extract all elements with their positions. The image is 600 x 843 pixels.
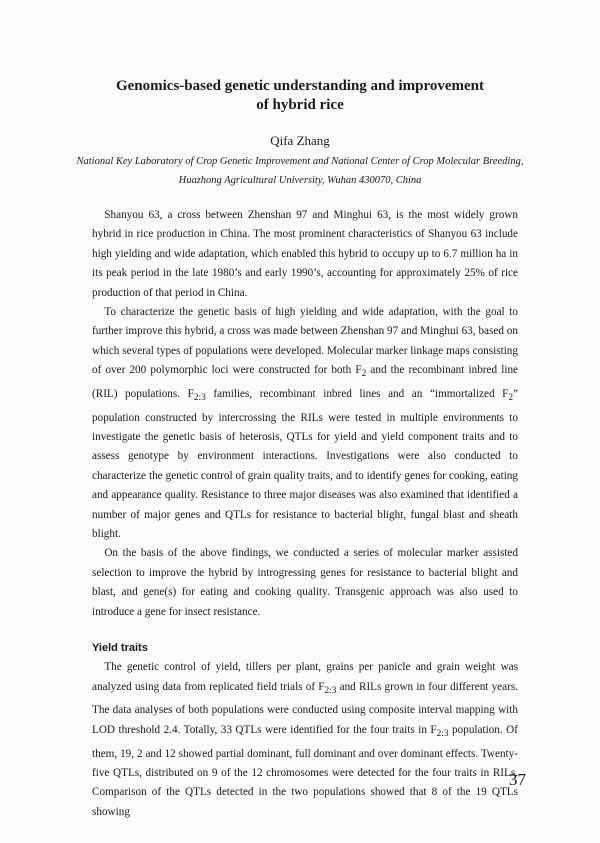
text-run: and RILs grown in four different years. The data analyses of both populations were conducted using composite interval mapping with LOD threshold 2.4. Totally, 33 QTLs were identified for the four traits in F <box>92 680 518 736</box>
paragraph-yield-traits <box>92 658 518 822</box>
text-run: population. Of them, 19, 2 and 12 showed partial dominant, full dominant and over dominant effects. Twenty-five QTLs, distributed on 9 of the 12 chromosomes were detected for the four traits in RILs. Comparison of the QTLs detected in the two populations showed that 8 of the 19 QTLs showing <box>92 723 518 818</box>
affiliation-line-2: Huazhong Agricultural University, Wuhan 430070, China <box>178 175 422 186</box>
text-run: ” population constructed by intercrossing the RILs were tested in multiple environments to investigate the genetic basis of heterosis, QTLs for yield and yield component traits and to assess genotype by environment interactions. Investigations were also conducted to characterize the genetic control of grain quality traits, and to identify genes for cooking, eating and appearance quality. Resistance to three major diseases was also examined that identified a number of major genes and QTLs for resistance to bacterial blight, fungal blast and sheath blight. <box>92 387 518 540</box>
text-run: The genetic control of yield, tillers per plant, grains per panicle and grain weight was analyzed using data from replicated field trials of F <box>92 661 518 693</box>
paragraph-methods <box>92 303 518 544</box>
affiliation-line-1: National Key Laboratory of Crop Genetic Improvement and National Center of Crop Molecular Breeding, <box>76 156 524 167</box>
text-run: To characterize the genetic basis of high yielding and wide adaptation, with the goal to further improve this hybrid, a cross was made between Zhenshan 97 and Minghui 63, based on which several types of populations were developed. Molecular marker linkage maps consisting of over 200 polymorphic loci were constructed for both F <box>92 306 518 377</box>
paragraph-intro: Shanyou 63, a cross between Zhenshan 97 and Minghui 63, is the most widely grown hybrid in rice production in China. The most prominent characteristics of Shanyou 63 include high yielding and wide adaptation, which enabled this hybrid to occupy up to 6.7 million ha in its peak period in the late 1980’s and early 1990’s, accounting for approximately 25% of rice production of that period in China. <box>92 209 518 299</box>
paragraph-improvement: On the basis of the above findings, we conducted a series of molecular marker assisted selection to improve the hybrid by introgressing genes for resistance to bacterial blight and blast, and gene(s) for eating and cooking quality. Transgenic approach was also used to introduce a gene for insect resistance. <box>92 547 518 618</box>
subscript: 2:3 <box>324 686 337 697</box>
text-run: families, recombinant inbred lines and an “immortalized F <box>205 387 509 400</box>
subscript: 2 <box>508 393 514 404</box>
section-heading-yield-traits: Yield traits <box>92 642 148 654</box>
paper-title <box>60 77 540 115</box>
author-affiliation <box>60 152 540 190</box>
title-line-2: of hybrid rice <box>256 97 344 113</box>
paper-body <box>92 206 518 822</box>
subscript: 2 <box>361 369 367 380</box>
author-name: Qifa Zhang <box>270 133 330 148</box>
subscript: 2:3 <box>193 393 206 404</box>
page-number: 37 <box>509 770 526 789</box>
subscript: 2:3 <box>436 729 449 740</box>
text-run: and the recombinant inbred line (RIL) populations. F <box>92 364 519 400</box>
title-line-1: Genomics-based genetic understanding and improvement <box>115 78 485 94</box>
